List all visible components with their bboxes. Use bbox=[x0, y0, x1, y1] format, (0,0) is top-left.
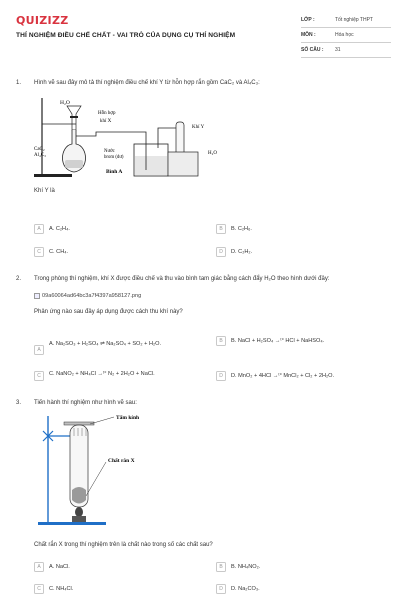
question-followup: Chất rắn X trong thí nghiệm trên là chất nào trong số các chất sau? bbox=[34, 542, 213, 548]
option-d[interactable] bbox=[216, 247, 252, 257]
label-bromine-2: brom (dư) bbox=[104, 155, 124, 160]
option-letter-box: B bbox=[216, 562, 226, 572]
option-letter-box: B bbox=[216, 224, 226, 234]
option-a[interactable] bbox=[34, 333, 161, 355]
broken-image-icon bbox=[34, 293, 40, 299]
option-letter-box: A bbox=[34, 224, 44, 234]
option-text: C. NaNO₂ + NH₄Cl →ᵗ° N₂ + 2H₂O + NaCl. bbox=[49, 371, 155, 377]
meta-label: SỐ CÂU : bbox=[301, 47, 324, 53]
worksheet-header bbox=[0, 0, 400, 62]
option-c[interactable] bbox=[34, 584, 73, 594]
option-text: D. MnO₂ + 4HCl →ᵗ° MnCl₂ + Cl₂ + 2H₂O. bbox=[231, 373, 335, 379]
label-flask-a: Bình A bbox=[106, 169, 123, 175]
option-b[interactable] bbox=[216, 336, 324, 346]
apparatus-figure-3 bbox=[34, 412, 184, 530]
option-text: B. NH₄NO₂. bbox=[231, 564, 261, 570]
question-number: 3. bbox=[16, 400, 22, 406]
option-letter-box: A bbox=[34, 562, 44, 572]
question-number: 1. bbox=[16, 80, 22, 86]
option-b[interactable] bbox=[216, 562, 260, 572]
label-h2o-top: H₂O bbox=[60, 100, 70, 106]
quizizz-logo: QUIZIZZ bbox=[16, 14, 69, 27]
option-text: D. Na₂CO₃. bbox=[231, 586, 260, 592]
label-gas-x: khí X bbox=[100, 119, 112, 124]
option-a[interactable] bbox=[34, 224, 70, 234]
image-alt-text: 09a60064ad64bc3a7f4397a958127.png bbox=[42, 293, 142, 299]
option-text: C. CH₄. bbox=[49, 249, 69, 255]
label-gas-y: Khí Y bbox=[192, 125, 205, 130]
option-letter-box: D bbox=[216, 247, 226, 257]
option-c[interactable] bbox=[34, 367, 155, 381]
broken-image bbox=[34, 293, 141, 299]
label-h2o-right: H₂O bbox=[208, 151, 217, 156]
option-d[interactable] bbox=[216, 584, 260, 594]
question-followup: Phản ứng nào sau đây áp dụng được cách thu khí này? bbox=[34, 309, 183, 315]
label-cac2: CaC₂ bbox=[34, 147, 45, 152]
option-text: B. C₂H₆. bbox=[231, 226, 252, 232]
option-letter-box: C bbox=[34, 247, 44, 257]
option-c[interactable] bbox=[34, 247, 68, 257]
option-b[interactable] bbox=[216, 224, 252, 234]
option-letter-box: A bbox=[34, 345, 44, 355]
option-a[interactable] bbox=[34, 562, 70, 572]
option-letter-box: C bbox=[34, 584, 44, 594]
meta-table bbox=[301, 13, 391, 58]
option-letter-box: D bbox=[216, 584, 226, 594]
question-number: 2. bbox=[16, 276, 22, 282]
label-glass: Tấm kính bbox=[116, 415, 140, 421]
meta-label: MÔN : bbox=[301, 32, 316, 38]
meta-row-count bbox=[301, 43, 391, 58]
option-text: B. NaCl + H₂SO₄ →ᵗ° HCl + NaHSO₄. bbox=[231, 338, 325, 344]
option-text: A. C₂H₄. bbox=[49, 226, 70, 232]
page-title: THÍ NGHIỆM ĐIỀU CHẾ CHẤT - VAI TRÒ CỦA DỤNG CỤ THÍ NGHIỆM bbox=[16, 32, 236, 39]
option-text: D. C₂H₂. bbox=[231, 249, 253, 255]
question-text: Hình vẽ sau đây mô tả thí nghiệm điều chế khí Y từ hỗn hợp rắn gồm CaC₂ và Al₄C₃: bbox=[34, 80, 260, 86]
option-letter-box: B bbox=[216, 336, 226, 346]
question-followup: Khí Y là bbox=[34, 188, 55, 194]
meta-label: LỚP : bbox=[301, 17, 315, 23]
meta-row-subject bbox=[301, 28, 391, 43]
option-letter-box: C bbox=[34, 371, 44, 381]
meta-value: 31 bbox=[335, 47, 341, 53]
option-text: A. Na₂SO₃ + H₂SO₄ ⇌ Na₂SO₄ + SO₂ + H₂O. bbox=[49, 341, 162, 347]
option-text: A. NaCl. bbox=[49, 564, 70, 570]
label-solid: Chất rắn X bbox=[108, 458, 135, 464]
meta-row-class bbox=[301, 13, 391, 28]
question-text: Tiến hành thí nghiệm như hình vẽ sau: bbox=[34, 400, 137, 406]
option-d[interactable] bbox=[216, 371, 334, 381]
option-letter-box: D bbox=[216, 371, 226, 381]
question-text: Trong phòng thí nghiệm, khí X được điều chế và thu vào bình tam giác bằng cách đẩy H₂O theo hình dưới đây: bbox=[34, 276, 330, 282]
option-text: C. NH₄Cl. bbox=[49, 586, 74, 592]
meta-value: Hóa học bbox=[335, 32, 354, 38]
label-al4c3: Al₄C₃ bbox=[34, 153, 46, 158]
meta-value: Tốt nghiệp THPT bbox=[335, 17, 373, 23]
apparatus-figure-1 bbox=[34, 94, 254, 182]
label-mix: Hỗn hợp bbox=[98, 111, 116, 116]
label-bromine: Nước bbox=[104, 149, 115, 154]
